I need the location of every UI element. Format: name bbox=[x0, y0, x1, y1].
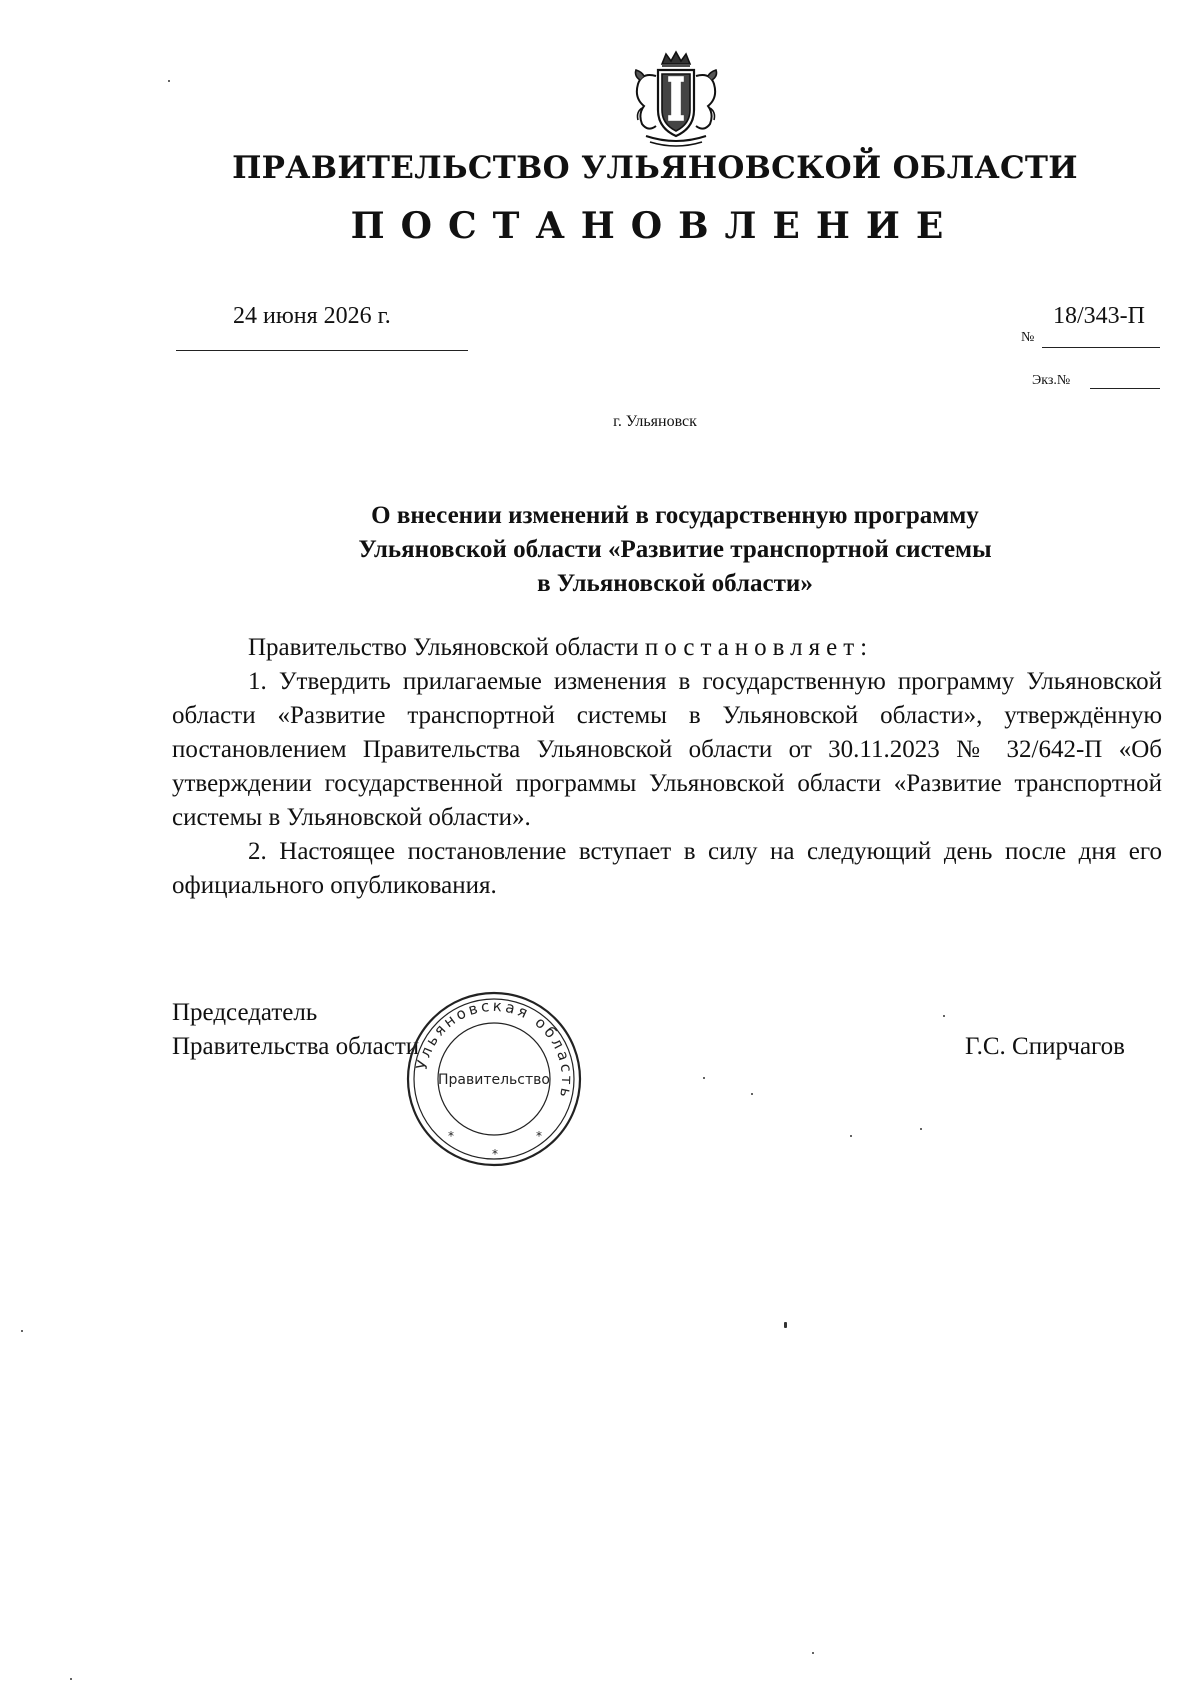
number-label: № bbox=[1021, 330, 1035, 345]
signatory-title-line: Правительства области bbox=[172, 1033, 420, 1060]
number-underline bbox=[1042, 347, 1160, 348]
title-line: О внесении изменений в государственную программу bbox=[371, 502, 979, 529]
signatory-title-line: Председатель bbox=[172, 999, 318, 1026]
document-number: 18/343-П bbox=[1053, 303, 1145, 329]
seal-center-text: Правительство bbox=[438, 1072, 550, 1088]
document-title bbox=[235, 499, 1115, 601]
organization-name: ПРАВИТЕЛЬСТВО УЛЬЯНОВСКОЙ ОБЛАСТИ bbox=[232, 150, 1078, 186]
document-type: ПОСТАНОВЛЕНИЕ bbox=[350, 205, 960, 247]
body-item-1: 1. Утвердить прилагаемые изменения в государственную программу Ульяновской области «Развитие транспортной системы в Ульяновской области», утверждённую постановлением Правительства Ульяновской области от 30.11.2023 № 32/642-П «Об утверждении государственной программы Ульяновской области «Развитие транспортной системы в Ульяновской области». bbox=[172, 668, 1162, 831]
scan-speck bbox=[812, 1652, 814, 1654]
scan-speck bbox=[850, 1135, 852, 1137]
city: г. Ульяновск bbox=[613, 413, 697, 430]
copy-number-underline bbox=[1090, 388, 1160, 389]
seal-star-icon: * bbox=[448, 1129, 454, 1143]
scan-speck bbox=[784, 1322, 787, 1328]
document-date: 24 июня 2026 г. bbox=[233, 303, 391, 329]
coat-of-arms-icon bbox=[628, 50, 724, 150]
copy-number-label: Экз.№ bbox=[1032, 373, 1071, 388]
seal-ring-text: Ульяновская область bbox=[412, 996, 577, 1102]
document-body bbox=[172, 631, 1162, 903]
date-underline bbox=[176, 350, 468, 351]
title-line: в Ульяновской области» bbox=[537, 570, 813, 597]
scan-speck bbox=[920, 1128, 922, 1130]
seal-star-icon: * bbox=[536, 1129, 542, 1143]
body-item-2: 2. Настоящее постановление вступает в силу на следующий день после дня его официального опубликования. bbox=[172, 838, 1162, 899]
body-intro bbox=[172, 631, 1162, 665]
official-seal-icon bbox=[404, 988, 584, 1170]
scan-speck bbox=[70, 1678, 72, 1680]
intro-colon: : bbox=[860, 634, 868, 661]
title-line: Ульяновской области «Развитие транспортной системы bbox=[358, 536, 992, 563]
intro-text: Правительство Ульяновской области bbox=[248, 634, 645, 661]
scan-speck bbox=[168, 80, 170, 82]
scan-speck bbox=[751, 1093, 753, 1095]
scan-speck bbox=[703, 1077, 705, 1079]
signatory-title bbox=[172, 996, 419, 1064]
signatory-name: Г.С. Спирчагов bbox=[965, 1033, 1125, 1060]
scan-speck bbox=[943, 1015, 945, 1017]
intro-spaced-word: постановляет bbox=[644, 634, 861, 661]
scan-speck bbox=[21, 1330, 23, 1332]
seal-star-icon: * bbox=[492, 1147, 498, 1161]
